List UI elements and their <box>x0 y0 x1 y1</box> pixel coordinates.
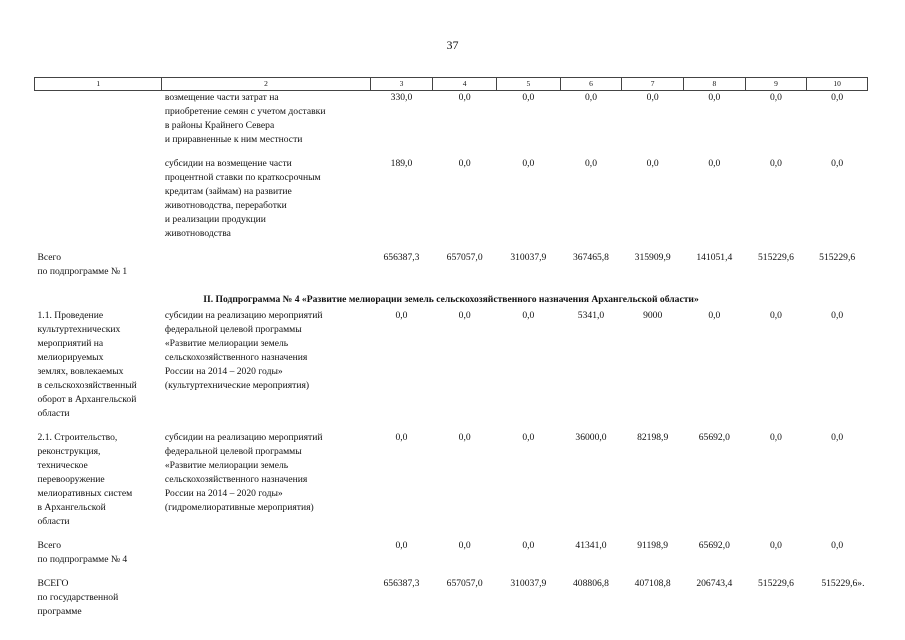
value-cell: 408806,8 <box>573 578 609 589</box>
value-cell: 206743,4 <box>696 578 733 589</box>
value-cell: 0,0 <box>585 158 597 169</box>
header-cell-7: 7 <box>622 78 684 91</box>
section-title-row <box>35 289 868 309</box>
value-cell: 0,0 <box>831 540 844 551</box>
table-row <box>35 91 868 148</box>
value-cell: 0,0 <box>585 92 597 103</box>
value-cell: 515229,6 <box>757 252 794 263</box>
row-description: субсидии на реализацию мероприятий федеральной целевой программы «Развитие мелиорации земель сельскохозяйственного назначения России на 2014 – 2020 годы» (гидромелиоративные мероприятия) <box>164 432 323 513</box>
value-cell: 515229,6 <box>757 578 794 589</box>
table-row <box>35 577 868 619</box>
value-cell: 189,0 <box>390 158 413 169</box>
value-cell: 515229,6 <box>819 252 856 263</box>
row-label: 2.1. Строительство, реконструкция, техническое перевооружение мелиоративных систем в Архангельской области <box>37 432 133 527</box>
header-cell-1: 1 <box>35 78 162 91</box>
row-description: субсидии на возмещение части процентной ставки по краткосрочным кредитам (займам) на развитие животноводства, переработки и реализации продукции животноводства <box>164 158 321 239</box>
value-cell: 515229,6». <box>821 578 865 589</box>
value-cell: 310037,9 <box>510 252 547 263</box>
row-description: субсидии на реализацию мероприятий федеральной целевой программы «Развитие мелиорации земель сельскохозяйственного назначения России на 2014 – 2020 годы» (культуртехнические мероприятия) <box>164 310 323 391</box>
row-label: Всего по подпрограмме № 4 <box>37 540 128 565</box>
header-cell-5: 5 <box>496 78 560 91</box>
value-cell: 0,0 <box>458 158 471 169</box>
row-label <box>35 91 162 148</box>
header-row <box>35 78 868 91</box>
value-cell: 0,0 <box>522 310 535 321</box>
value-cell: 0,0 <box>769 92 782 103</box>
row-label: 1.1. Проведение культуртехнических мероприятий на мелиорируемых землях, вовлекаемых в сельскохозяйственный оборот в Архангельской области <box>37 310 137 419</box>
value-cell: 315909,9 <box>634 252 671 263</box>
value-cell: 0,0 <box>769 310 782 321</box>
value-cell: 82198,9 <box>637 432 669 443</box>
value-cell: 0,0 <box>708 310 721 321</box>
value-cell: 5341,0 <box>577 310 605 321</box>
value-cell: 0,0 <box>769 158 782 169</box>
value-cell: 367465,8 <box>573 252 609 263</box>
value-cell: 407108,8 <box>634 578 671 589</box>
row-description <box>162 539 370 567</box>
value-cell: 65692,0 <box>698 432 730 443</box>
value-cell: 0,0 <box>708 158 721 169</box>
row-spacer <box>35 279 868 289</box>
value-cell: 41341,0 <box>575 540 607 551</box>
value-cell: 0,0 <box>831 92 844 103</box>
value-cell: 0,0 <box>769 540 782 551</box>
page-number: 37 <box>446 38 459 52</box>
value-cell: 0,0 <box>831 432 844 443</box>
value-cell: 0,0 <box>458 540 471 551</box>
row-spacer <box>35 529 868 539</box>
value-cell: 65692,0 <box>698 540 730 551</box>
value-cell: 0,0 <box>646 158 659 169</box>
row-spacer <box>35 421 868 431</box>
value-cell: 0,0 <box>646 92 659 103</box>
table-row <box>35 431 868 529</box>
value-cell: 0,0 <box>395 540 408 551</box>
value-cell: 330,0 <box>390 92 413 103</box>
row-spacer <box>35 567 868 577</box>
value-cell: 0,0 <box>769 432 782 443</box>
row-label: Всего по подпрограмме № 1 <box>37 252 128 277</box>
value-cell: 0,0 <box>458 432 471 443</box>
table-row <box>35 309 868 421</box>
row-spacer <box>35 147 868 157</box>
table-row <box>35 251 868 279</box>
row-description: возмещение части затрат на приобретение семян с учетом доставки в районы Крайнего Севера и приравненные к ним местности <box>164 92 326 145</box>
value-cell: 0,0 <box>522 92 535 103</box>
value-cell: 0,0 <box>395 310 408 321</box>
value-cell: 0,0 <box>522 540 535 551</box>
value-cell: 657057,0 <box>446 578 483 589</box>
row-description <box>162 577 370 619</box>
header-cell-3: 3 <box>370 78 433 91</box>
value-cell: 0,0 <box>831 158 844 169</box>
section-title: II. Подпрограмма № 4 «Развитие мелиорации земель сельскохозяйственного назначения Архангельской области» <box>203 294 699 305</box>
value-cell: 141051,4 <box>696 252 733 263</box>
header-cell-2: 2 <box>162 78 370 91</box>
table-row <box>35 157 868 241</box>
value-cell: 0,0 <box>395 432 408 443</box>
value-cell: 91198,9 <box>637 540 669 551</box>
value-cell: 0,0 <box>458 310 471 321</box>
value-cell: 656387,3 <box>383 252 420 263</box>
table-body <box>35 91 868 630</box>
value-cell: 0,0 <box>522 432 535 443</box>
value-cell: 9000 <box>643 310 663 321</box>
row-description <box>162 251 370 279</box>
row-spacer <box>35 619 868 629</box>
row-spacer <box>35 241 868 251</box>
row-label <box>35 157 162 241</box>
value-cell: 657057,0 <box>446 252 483 263</box>
value-cell: 0,0 <box>708 92 721 103</box>
value-cell: 0,0 <box>458 92 471 103</box>
header-cell-9: 9 <box>745 78 807 91</box>
value-cell: 310037,9 <box>510 578 547 589</box>
financing-table <box>34 77 868 629</box>
value-cell: 36000,0 <box>575 432 607 443</box>
header-cell-6: 6 <box>560 78 622 91</box>
row-label: ВСЕГО по государственной программе <box>37 578 119 617</box>
header-cell-10: 10 <box>807 78 868 91</box>
value-cell: 0,0 <box>522 158 535 169</box>
table-row <box>35 539 868 567</box>
value-cell: 656387,3 <box>383 578 420 589</box>
header-cell-8: 8 <box>683 78 745 91</box>
table-header <box>35 78 868 91</box>
value-cell: 0,0 <box>831 310 844 321</box>
header-cell-4: 4 <box>433 78 497 91</box>
